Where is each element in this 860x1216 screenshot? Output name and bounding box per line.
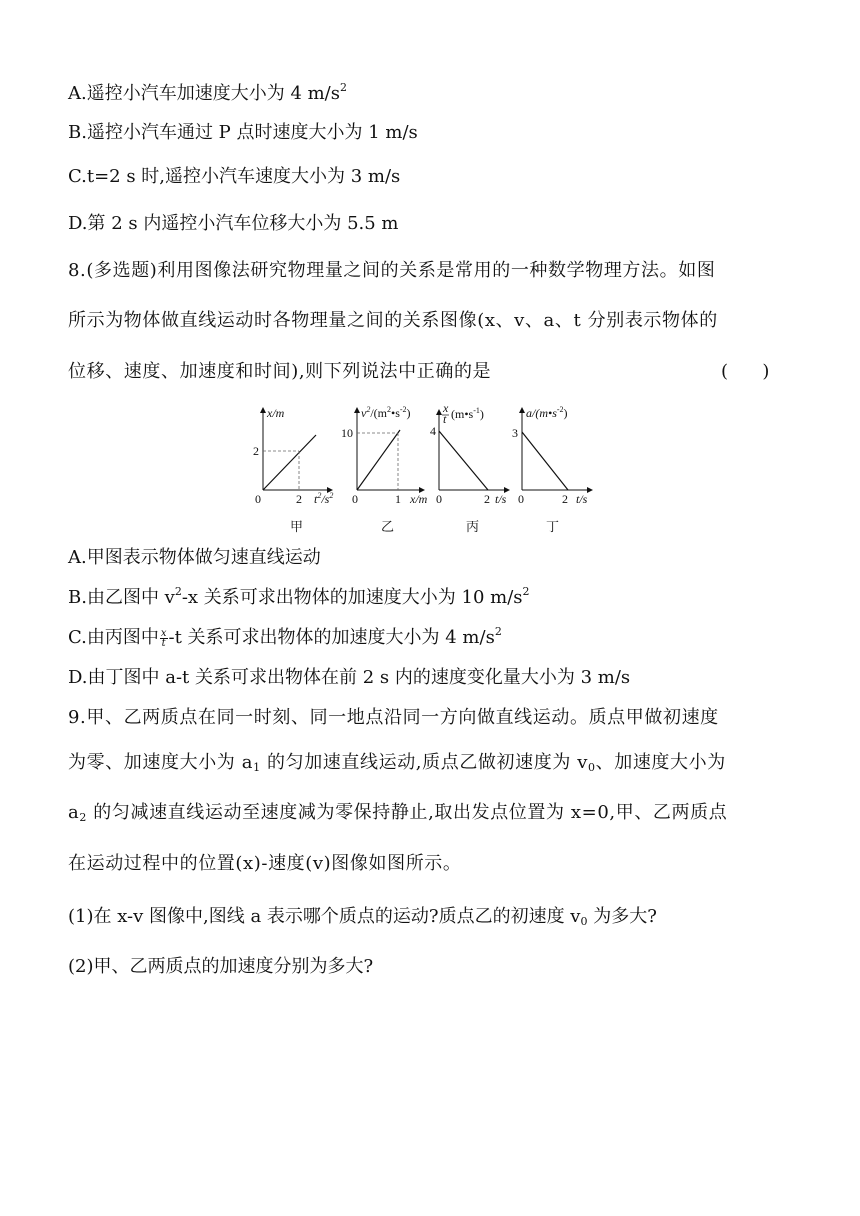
graph-jia-caption: 甲 [290,520,304,535]
q9-subquestion-2: (2)甲、乙两质点的加速度分别为多大? [68,956,374,977]
graph-yi-origin: 0 [352,492,358,506]
superscript: 2 [340,81,347,94]
q9-stem-line2: 为零、加速度大小为 $a_1$ 的匀加速直线运动,质点乙做初速度为 $v_0$、加速度大小为 [68,752,726,774]
graph-yi-caption: 乙 [381,520,395,535]
graph-yi-y-label: $v^2/(m^2•s^{-2})$ [361,405,411,420]
q8-option-c: C.由丙图中 $\frac{x}{t}$ -t 关系可求出物体的加速度大小为 4 $m/s^2$ [68,625,502,649]
graph-bing-y-unit: $(m•s^{-1})$ [451,406,484,421]
graph-bing-line [439,431,488,490]
q8-graphs [250,402,610,512]
graph-bing-x-label: t/s [495,492,507,506]
fraction-x-over-t: $\frac{x}{t}$ [160,627,167,649]
graph-bing-origin: 0 [436,492,442,506]
graph-bing [430,402,509,506]
q8-option-a: A.甲图表示物体做匀速直线运动 [68,547,321,568]
graph-bing-y-tick: 4 [430,424,436,438]
q9-subquestion-1: (1)在 x-v 图像中,图线 a 表示哪个质点的运动?质点乙的初速度 $v_0$ 为多大? [68,906,657,928]
graph-ding-x-label: t/s [576,492,588,506]
graph-yi-y-tick: 10 [341,426,353,440]
graph-bing-x-tick: 2 [484,492,490,506]
q8-figure [250,402,610,534]
graph-ding [512,405,592,506]
q8-option-b: B.由乙图中 $v^2-x$ 关系可求出物体的加速度大小为 10 $m/s^2$ [68,585,530,608]
graph-bing-y-frac-num: x [443,402,449,415]
graph-yi [341,405,428,506]
graph-ding-line [522,432,568,490]
q9-stem-line1: 9.甲、乙两质点在同一时刻、同一地点沿同一方向做直线运动。质点甲做初速度 [68,707,719,728]
q7-option-a-text: A.遥控小汽车加速度大小为 4 m/s [68,83,340,104]
graph-jia-x-tick: 2 [296,492,302,506]
graph-bing-caption: 丙 [466,520,480,535]
graph-ding-y-tick: 3 [512,426,518,440]
q8-stem-line1: 8.(多选题)利用图像法研究物理量之间的关系是常用的一种数学物理方法。如图 [68,260,716,281]
q8-stem-line3: 位移、速度、加速度和时间),则下列说法中正确的是 [68,361,492,382]
q8-option-d: D.由丁图中 a-t 关系可求出物体在前 2 s 内的速度变化量大小为 3 m/s [68,667,631,688]
graph-yi-line [357,430,400,490]
q7-option-d: D.第 2 s 内遥控小汽车位移大小为 5.5 m [68,213,399,234]
graph-jia-line [263,435,316,490]
q8-stem-line2: 所示为物体做直线运动时各物理量之间的关系图像(x、v、a、t 分别表示物体的 [68,310,718,331]
q9-stem-line3: $a_2$ 的匀减速直线运动至速度减为零保持静止,取出发点位置为 x=0,甲、乙两质点 [68,802,728,824]
graph-jia-x-label: $t^2/s^2$ [314,491,334,506]
graph-jia-y-tick: 2 [253,444,259,458]
graph-bing-y-frac-den: t [443,412,447,426]
graph-jia [253,406,333,506]
graph-ding-caption: 丁 [546,520,560,535]
graph-yi-x-label: x/m [410,492,428,506]
graph-ding-x-tick: 2 [562,492,568,506]
graph-ding-origin: 0 [518,492,524,506]
graph-ding-y-label: $a/(m•s^{-2})$ [526,405,568,420]
q7-option-a [68,82,347,106]
q7-option-b: B.遥控小汽车通过 P 点时速度大小为 1 m/s [68,122,418,143]
answer-blank: ( ) [721,361,770,382]
graph-yi-x-tick: 1 [395,492,401,506]
graph-jia-y-label: x/m [267,406,285,420]
graph-jia-origin: 0 [255,492,261,506]
q7-option-c: C.t=2 s 时,遥控小汽车速度大小为 3 m/s [68,166,401,187]
q9-stem-line4: 在运动过程中的位置(x)-速度(v)图像如图所示。 [68,853,462,874]
